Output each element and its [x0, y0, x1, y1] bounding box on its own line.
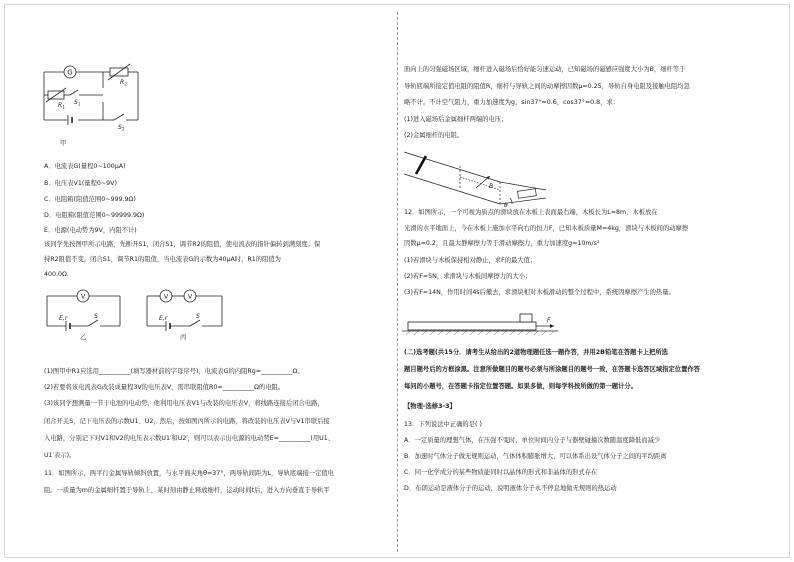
- incline-rails-figure: [400, 144, 550, 208]
- option-b: B．电压表V1(量程0~9V): [44, 180, 117, 187]
- q11-cont-line2: 导轨底端所接定值电阻的阻值R，细杆与导轨之间的动摩擦因数μ=0.25，导轨自身电阻及接触电阻均忽: [404, 83, 690, 90]
- figure-label-bing: 丙: [180, 334, 187, 341]
- circuit-figure-bing: [144, 286, 226, 336]
- question-3-line2: 闭合开关S，记下电压表的示数U1、U2，然后，按如图丙所示的电路，将改装的电压表V与V1串联后接: [44, 418, 330, 425]
- option-e: E．电源(电动势为9V，内阻不计): [44, 227, 137, 234]
- svg-text:E,r: E,r: [59, 315, 68, 322]
- question-12-line2: 光滑的水平地面上，今在木板上施加水平向右的恒力F，已知木板质量M=4kg，滑块与木板间的动摩擦: [404, 225, 689, 232]
- galvanometer-g: [64, 66, 76, 78]
- svg-text:F: F: [547, 317, 551, 324]
- option-c: C．电阻箱(阻值范围0~999.9Ω): [44, 196, 136, 203]
- svg-text:V: V: [80, 293, 86, 301]
- question-3-line3: 入电路，分别记下对V1和V2的电压表示数U1′和U2′，则可以表示出电源的电动势E=__________(用U1、: [44, 435, 335, 442]
- question-13-option-c: C．同一化学成分的某些物质能同时以晶体的形式和非晶体的形式存在: [404, 469, 598, 476]
- svg-text:1: 1: [62, 104, 66, 110]
- section2-line1: (二)选考题(共15分．请考生从给出的2道物理题任选一题作答，并用2B铅笔在答题卡上把所选: [404, 349, 668, 356]
- svg-text:S: S: [94, 313, 98, 320]
- para1-line2: 持R2阻值不变，闭合S1，调节R1的阻值，当电流表G的示数为40μA时，R1的阻值为: [44, 256, 281, 263]
- section-header-3-3: 【物理-选修3-3】: [404, 403, 456, 410]
- option-a: A．电流表G(量程0~100μA): [44, 163, 126, 170]
- question-13: 13．下列说法中正确的是( ): [404, 421, 482, 428]
- svg-text:1: 1: [78, 101, 81, 107]
- figure-label-yi: 乙: [80, 334, 87, 341]
- svg-text:θ: θ: [504, 202, 508, 208]
- svg-text:S: S: [196, 313, 200, 320]
- svg-text:2: 2: [122, 126, 125, 132]
- option-d: D．电阻箱(阻值范围0~99999.9Ω): [44, 212, 145, 219]
- question-3-line1: (3)该同学想测量一节干电池的电动势，他利用电压表V1与改装的电压表V，将线路连接后闭合电路，: [44, 400, 324, 407]
- question-11-line2: 阻。一质量为m的金属细杆置于导轨上，某时刻由静止释放细杆，运动时间t后，进入方向垂直于导轨平: [44, 487, 330, 494]
- question-2: (2)若要将该电流表G改装成量程3V的电压表V，需串联阻值R0=__________Ω的电阻。: [44, 384, 285, 391]
- para1-line1: 该同学先按图甲所示电路，先断开S1，闭合S1，调节R2的阻值，使电流表的指针偏转到满刻度；保: [44, 241, 321, 248]
- svg-text:V: V: [163, 293, 169, 301]
- svg-text:V: V: [187, 293, 193, 301]
- q11-cont-line1: 面向上的匀强磁场区域，细杆进入磁场后恰好能匀速运动，已知磁场的磁感应强度大小为B，细杆等于: [404, 66, 686, 73]
- question-12-part2: (2)若F=5N，求滑块与木板间摩擦力的大小；: [404, 273, 532, 280]
- svg-text:S: S: [118, 124, 122, 131]
- question-12-line3: 因数μ=0.2，且最大静摩擦力等于滑动摩擦力，重力加速度g=10m/s²: [404, 240, 600, 247]
- q11-cont-line3: 略不计。不计空气阻力，重力加速度为g，sin37°=0.6，cos37°=0.8，求：: [404, 99, 620, 106]
- circuit-figure-yi: [44, 286, 124, 336]
- section2-line3: 每问的小题号，在答题卡指定位置答题。如果多做，则每学科按所做的第一题计分。: [404, 383, 637, 390]
- svg-text:G: G: [67, 68, 73, 77]
- svg-text:2: 2: [124, 81, 128, 87]
- question-13-option-d: D．布朗运动是液体分子的运动，说明液体分子永不停息地做无规则的热运动: [404, 485, 617, 492]
- figure-label-jia: 甲: [60, 140, 67, 147]
- question-13-option-a: A．一定质量的理想气体，在压强不变时，单位时间内分子与器壁碰撞次数随温度降低而减少: [404, 437, 661, 444]
- question-12-part3: (3)若F=14N，作用时间4s后撤去，求滑块相对木板滑动的整个过程中，系统因摩擦产生的热量。: [404, 289, 675, 296]
- question-1: (1)图甲中R1应选用__________(填写器材前的字母序号)，电流表G的内阻Rg=__________Ω。: [44, 368, 304, 375]
- question-3-line4: U1′表示)。: [44, 452, 76, 459]
- para1-line3: 400.0Ω.: [44, 271, 69, 278]
- svg-text:E,r: E,r: [159, 315, 168, 322]
- section2-line2: 题目题号后的方框涂黑。注意所做题目的题号必须与所涂题目的题号一致，在答题卡选答区域指定位置作答: [404, 366, 700, 373]
- question-11-line1: 11．如图所示，两平行金属导轨倾斜放置，与水平面夹角θ=37°，两导轨间距为L，导轨底端接一定值电: [44, 470, 334, 477]
- block-board-figure: [400, 304, 560, 340]
- svg-text:S: S: [74, 99, 78, 106]
- svg-text:B: B: [489, 183, 494, 190]
- svg-text:R: R: [58, 102, 63, 109]
- question-12-part1: (1)若滑块与木板保持相对静止，求F的最大值；: [404, 257, 537, 264]
- question-12-line1: 12．如图所示，一个可视为质点的滑块放在木板上表面最右端，木板长为L=8m，木板放在: [404, 209, 658, 216]
- circuit-figure-jia: [38, 60, 148, 138]
- column-divider: [397, 12, 398, 552]
- question-13-option-b: B．加速时气体分子做无规则运动，气体体积膨胀增大，可以体系出设气体分子之间的平均距离: [404, 453, 667, 460]
- q11-part2: (2)金属细杆的电阻。: [404, 132, 464, 139]
- q11-part1: (1)进入磁场后金属细杆两端的电压；: [404, 116, 508, 123]
- svg-text:R: R: [120, 79, 125, 86]
